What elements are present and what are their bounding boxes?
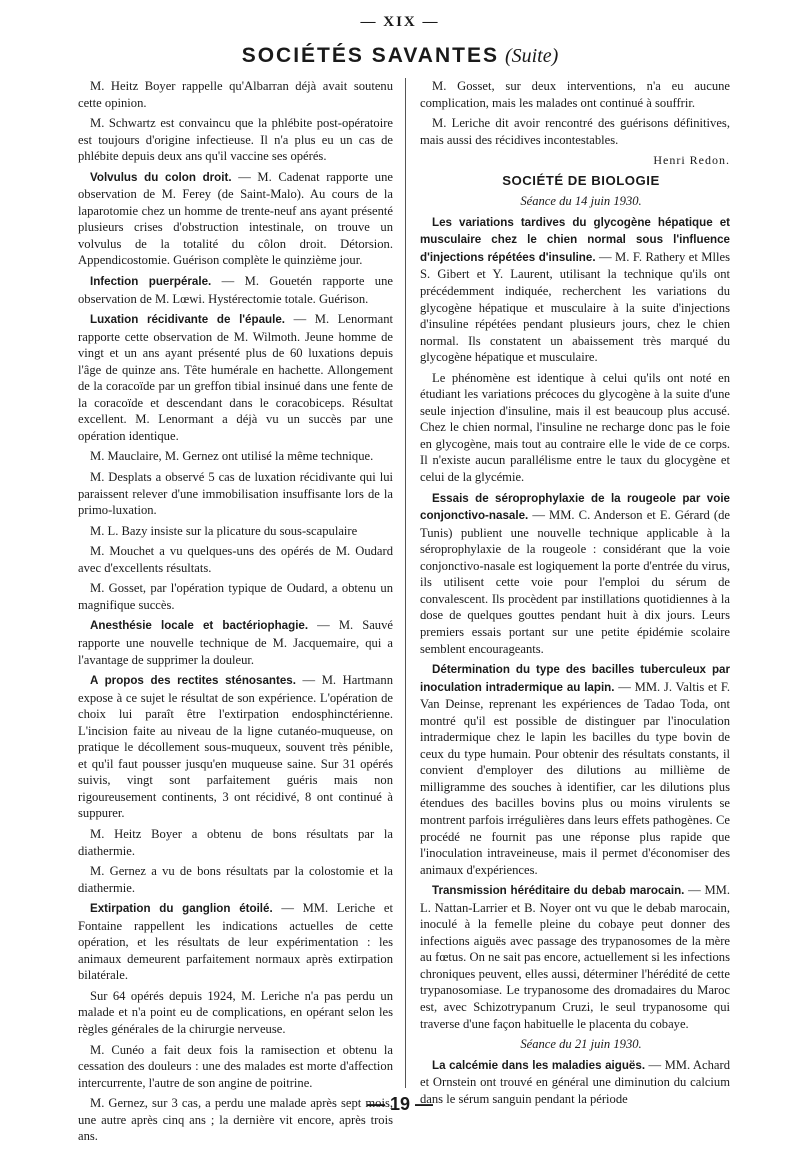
society-heading: SOCIÉTÉ DE BIOLOGIE <box>502 172 660 188</box>
paragraph: M. Gosset, sur deux interventions, n'a eu aucune complication, mais les malades ont continué à souffrir. <box>420 79 730 110</box>
paragraph-body: — M. Lenormant rapporte cette observation de M. Wilmoth. Jeune homme de vingt et un ans ayant présenté plus de 60 luxations depuis l'âge de quinze ans. Tête humérale en hachette. Allongement de la coracoïde par un greffon tibial insinué dans une fente de la coracoïde et descendant dans le coracobiceps. Résultat excellent. M. Lenormant a déjà vu un succès par une opération identique. <box>78 312 393 443</box>
paragraph <box>420 214 730 366</box>
paragraph-body: — M. Gouetén rapporte une observation de M. Lœwi. Hystérectomie totale. Guérison. <box>78 274 393 306</box>
paragraph: Sur 64 opérés depuis 1924, M. Leriche n'a pas perdu un malade et n'a point eu de complications, en opérant selon les règles générales de la chirurgie nerveuse. <box>78 988 393 1036</box>
session-date: Séance du 14 juin 1930. <box>520 194 642 209</box>
paragraph-heading: Détermination du type des bacilles tuberculeux par inoculation intradermique au lapin. <box>420 663 730 694</box>
paragraph: M. Leriche dit avoir rencontré des guérisons définitives, mais aussi des récidives incontestables. <box>420 116 730 147</box>
column-divider <box>405 78 406 1088</box>
paragraph: M. Gosset, par l'opération typique de Oudard, a obtenu un magnifique succès. <box>78 581 393 612</box>
paragraph-body: — MM. Leriche et Fontaine rappellent les indications actuelles de cette opération, et les résultats de leur expérimentation : les animaux demeurent parfaitement normaux après extirpation bilatérale. <box>78 901 393 983</box>
paragraph: M. Mouchet a vu quelques-uns des opérés de M. Oudard avec d'excellents résultats. <box>78 544 393 575</box>
paragraph: Le phénomène est identique à celui qu'ils ont noté en étudiant les variations précoces du glycogène à la suite d'une seule injection d'insuline, mais il est beaucoup plus accusé. Chez le chien normal, l'insuline ne recharge donc pas le foie en glycogène, mais tout au contraire elle le vide de ce corps. Il n'existe aucun parallélisme entre le taux du glocygène et celui de la glycémie. <box>420 370 730 485</box>
author-signature: Henri Redon. <box>653 153 730 168</box>
paragraph-heading: Essais de séroprophylaxie de la rougeole par voie conjonctivo-nasale. <box>420 491 730 523</box>
paragraph-heading: Volvulus du colon droit. <box>90 170 232 184</box>
paragraph <box>78 311 393 444</box>
paragraph-body: — MM. L. Nattan-Larrier et B. Noyer ont vu que le debab marocain, inoculé à la femelle pleine du cobaye peut donner des infections aiguës avec passage des trypanosomes de la mère au fœtus. On ne sait pas encore, actuellement si les infections chroniques peuvent, elles aussi, déterminer l'hérédité de cette trypanosomiase. Le trypanosome des dromadaires du Maroc est, avec Schizotrypanum Cruzi, le seul trypanosome qui traverse d'une façon habituelle le placenta du cobaye. <box>420 883 731 1031</box>
paragraph <box>78 273 393 307</box>
paragraph-body: — MM. Achard et Ornstein ont trouvé en général une diminution du calcium dans le sérum sanguin pendant la période <box>420 1057 730 1106</box>
paragraph-body: — M. Cadenat rapporte une observation de M. Ferey (de Saint-Malo). Au cours de la laparotomie chez un homme de trente-neuf ans ayant présenté plusieurs crises d'obstruction intestinale, on trouve un volvulus de la totalité du côlon droit. Détorsion. Appendicostomie. Guérison complète le quinzième jour. <box>78 169 393 268</box>
paragraph <box>420 882 730 1032</box>
left-column <box>78 78 393 1149</box>
paragraph-body: — M. Hartmann expose à ce sujet le résultat de son expérience. L'opération de choix lui paraît être l'extirpation endosphinctérienne. L'incision faite au niveau de la ligne cutanéo-muqueuse, on pratique le décollement sous-muqueux, souvent très pénible, et qu'il faut pousser jusqu'en muqueuse saine. Sur 31 opérés suivis, vingt sont parfaitement guéris mais non rigoureusement continents, 3 ont récidivé, 8 ont continué à suppurer. <box>78 673 393 821</box>
session-date: Séance du 21 juin 1930. <box>520 1037 642 1052</box>
section-suite: (Suite) <box>504 45 559 67</box>
paragraph-body: — M. F. Rathery et Mlles S. Gibert et Y. Laurent, utilisant la technique qu'ils ont précédemment indiquée, recherchent les variations du glycogène hépatique et musculaire à la suite d'injections d'insuline répétées pendant plusieurs jours, chez le chien normal. Ils constatent un abaissement très marqué du glycogène hépatique et musculaire. <box>420 249 730 365</box>
paragraph: M. Desplats a observé 5 cas de luxation récidivante qui lui paraissent relever d'une immobilisation insuffisante lors de la primo-luxation. <box>78 470 393 518</box>
page-number: — 19 — <box>366 1094 434 1114</box>
paragraph <box>78 617 393 668</box>
paragraph <box>78 672 393 822</box>
right-column <box>420 78 730 1111</box>
paragraph-body: — MM. C. Anderson et E. Gérard (de Tunis) publient une nouvelle technique applicable à la séroprophylaxie de la rougeole : considérant que la voie conjonctivo-nasale est logiquement la porte d'entrée du virus, ils utilisent cette voie pour l'emploi du sérum de convalescent. Ils procèdent par instillations quotidiennes à la dose de quelques gouttes pendant huit à dix jours. Leurs premiers essais portant sur une petite épidémie scolaire semblent encourageants. <box>420 508 730 656</box>
paragraph: M. Cunéo a fait deux fois la ramisection et obtenu la cessation des douleurs : une des malades est morte d'affection intercurrente, l'autre de son angine de poitrine. <box>78 1042 393 1090</box>
paragraph-heading: Extirpation du ganglion étoilé. <box>90 902 273 916</box>
paragraph: M. Gernez, sur 3 cas, a perdu une malade après sept mois, une autre après cinq ans ; la dernière vit encore, après trois ans. <box>78 1096 393 1144</box>
paragraph: M. Heitz Boyer a obtenu de bons résultats par la diathermie. <box>78 826 393 858</box>
paragraph-heading: Infection puerpérale. <box>90 275 212 289</box>
paragraph <box>420 661 730 878</box>
paragraph <box>420 490 730 657</box>
paragraph <box>78 900 393 984</box>
paragraph-body: — M. Sauvé rapporte une nouvelle technique de M. Jacquemaire, qui a l'avantage de supprimer la douleur. <box>78 618 393 667</box>
paragraph-heading: Les variations tardives du glycogène hépatique et musculaire chez le chien normal sous l'influence d'injections répétées d'insuline. <box>420 215 730 264</box>
paragraph-heading: Luxation récidivante de l'épaule. <box>90 313 285 327</box>
paragraph-body: — MM. J. Valtis et F. Van Deinse, reprenant les expériences de Tadao Toda, ont montré qu'il est possible de distinguer par l'inoculation intradermique chez le lapin les bacilles du type bovin de ceux du type humain. Pour obtenir des résultats constants, il convient d'employer des dilutions au millième de milligramme des souches à identifier, car les dilutions plus étendues des bacilles bovins plus ou moins virulents se montrent parfois irrégulières dans leurs effets pathogènes. Ce procédé ne fournit pas une réponse plus rapide que l'inoculation intraveineuse, mais il permet d'économiser des animaux d'expériences. <box>420 679 730 877</box>
paragraph-heading: Transmission héréditaire du debab marocain. <box>432 884 685 898</box>
paragraph-heading: La calcémie dans les maladies aiguës. <box>432 1058 646 1072</box>
paragraph: M. Schwartz est convaincu que la phlébite post-opératoire est toujours d'origine infectieuse. Il n'a plus eu un cas de phlébite depuis deux ans qu'il vaccine ses opérés. <box>78 116 393 164</box>
section-title: SOCIÉTÉS SAVANTES <box>241 44 499 67</box>
roman-page-number: — XIX — <box>360 14 440 30</box>
paragraph: M. Gernez a vu de bons résultats par la colostomie et la diathermie. <box>78 864 393 895</box>
paragraph-heading: A propos des rectites sténosantes. <box>90 674 296 688</box>
paragraph: M. Heitz Boyer rappelle qu'Albarran déjà avait soutenu cette opinion. <box>78 79 393 110</box>
paragraph <box>78 169 393 269</box>
paragraph: M. Mauclaire, M. Gernez ont utilisé la même technique. <box>90 449 374 464</box>
paragraph-heading: Anesthésie locale et bactériophagie. <box>90 619 309 633</box>
page-title <box>0 44 800 68</box>
paragraph: M. L. Bazy insiste sur la plicature du sous-scapulaire <box>90 523 358 538</box>
